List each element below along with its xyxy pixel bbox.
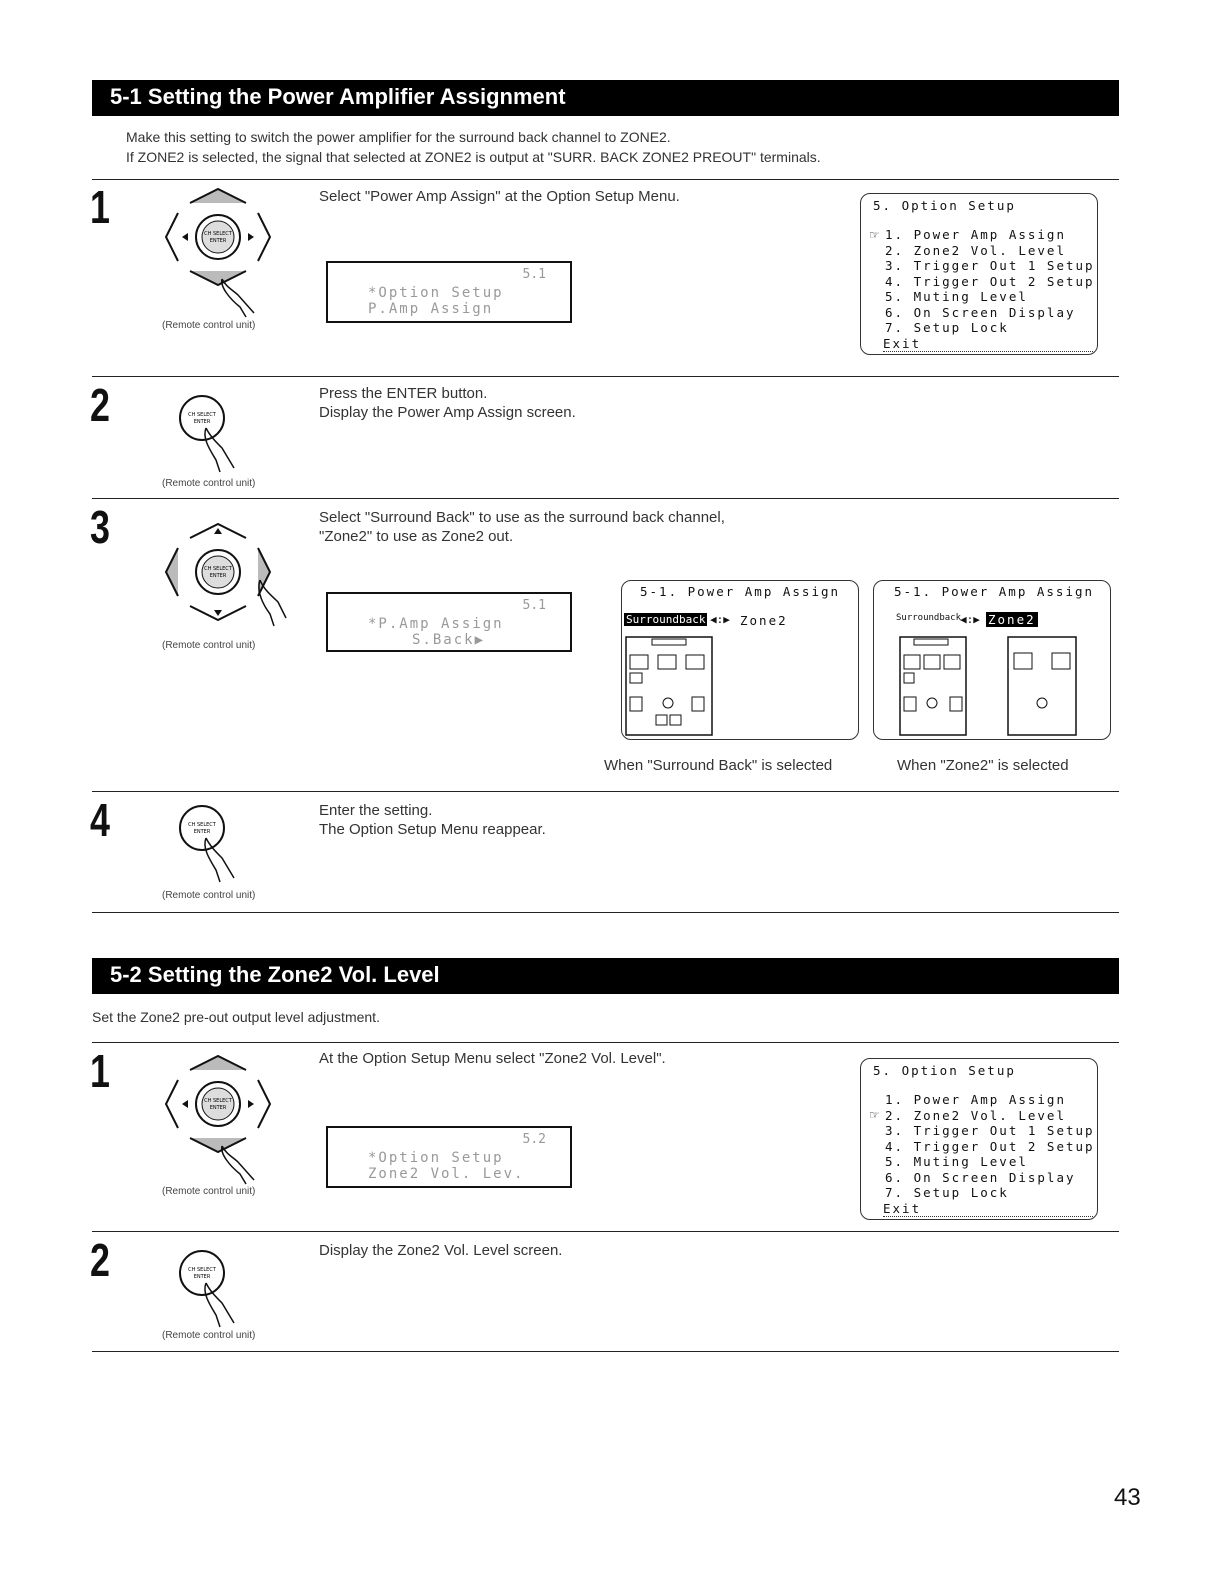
osd-item: 3. Trigger Out 1 Setup (885, 258, 1095, 273)
divider (92, 791, 1119, 792)
speaker-layout-icon (874, 633, 1084, 737)
osd-title: 5. Option Setup (873, 198, 1016, 213)
option-surroundback: Surroundback (896, 613, 962, 623)
step-number: 4 (90, 794, 110, 846)
enter-button-icon (172, 390, 262, 480)
remote-caption: (Remote control unit) (162, 640, 256, 651)
remote-caption: (Remote control unit) (162, 478, 256, 489)
section-header-bar (92, 80, 1119, 116)
step-instruction: "Zone2" to use as Zone2 out. (319, 528, 514, 545)
section-header-bar (92, 958, 1119, 994)
lcd-display (326, 261, 572, 323)
step-instruction: Select "Surround Back" to use as the surround back channel, (319, 509, 725, 526)
divider (92, 912, 1119, 913)
divider (92, 376, 1119, 377)
osd-exit: Exit (883, 336, 1093, 352)
ch-select-label: CH SELECT (188, 412, 216, 418)
section-title: 5-1 Setting the Power Amplifier Assignment (110, 84, 566, 109)
step-instruction: At the Option Setup Menu select "Zone2 Vol. Level". (319, 1050, 666, 1067)
divider (92, 1351, 1119, 1352)
remote-caption: (Remote control unit) (162, 1330, 256, 1341)
option-surroundback: Surroundback (626, 613, 706, 626)
ch-select-label: CH SELECT (188, 822, 216, 828)
osd-item: 1. Power Amp Assign (885, 1092, 1066, 1107)
remote-dpad-icon (160, 518, 290, 638)
pointer-hand-icon: ☞ (869, 1108, 880, 1122)
remote-dpad-icon (160, 183, 284, 323)
step-instruction: Select "Power Amp Assign" at the Option Setup Menu. (319, 188, 680, 205)
step-number: 1 (90, 181, 110, 233)
power-amp-assign-screen (621, 580, 859, 740)
lcd-line: *Option Setup (368, 285, 504, 301)
step-number: 1 (90, 1045, 110, 1097)
osd-title: 5-1. Power Amp Assign (894, 584, 1095, 599)
osd-item: 7. Setup Lock (885, 320, 1009, 335)
option-zone2: Zone2 (740, 613, 788, 628)
step-instruction: The Option Setup Menu reappear. (319, 821, 546, 838)
arrow-icons: ◀:▶ (710, 613, 730, 626)
remote-dpad-icon (160, 1050, 284, 1190)
enter-button-icon (172, 800, 262, 890)
intro-text: Set the Zone2 pre-out output level adjustment. (92, 1009, 380, 1025)
enter-label: ENTER (193, 1274, 211, 1280)
lcd-display (326, 592, 572, 652)
osd-menu (860, 1058, 1098, 1220)
ch-select-label: CH SELECT (204, 1098, 232, 1104)
osd-item: 5. Muting Level (885, 1154, 1028, 1169)
page-number: 43 (1114, 1484, 1141, 1511)
ch-select-label: CH SELECT (204, 231, 232, 237)
osd-item: 4. Trigger Out 2 Setup (885, 1139, 1095, 1154)
osd-item: 7. Setup Lock (885, 1185, 1009, 1200)
enter-label: ENTER (209, 1105, 227, 1111)
osd-item: 2. Zone2 Vol. Level (885, 243, 1066, 258)
arrow-icons: ◀:▶ (960, 613, 980, 626)
divider (92, 1231, 1119, 1232)
osd-exit: Exit (883, 1201, 1093, 1217)
osd-item: 6. On Screen Display (885, 305, 1076, 320)
enter-label: ENTER (209, 573, 227, 579)
screen-caption: When "Surround Back" is selected (604, 757, 833, 774)
step-number: 2 (90, 1234, 110, 1286)
lcd-code: 5.1 (522, 598, 546, 613)
osd-item: 2. Zone2 Vol. Level (885, 1108, 1066, 1123)
step-instruction: Display the Zone2 Vol. Level screen. (319, 1242, 563, 1259)
osd-item: 1. Power Amp Assign (885, 227, 1066, 242)
enter-label: ENTER (193, 419, 211, 425)
lcd-line: S.Back▶ (412, 632, 486, 648)
lcd-line: *P.Amp Assign (368, 616, 504, 632)
enter-label: ENTER (209, 238, 227, 244)
step-instruction: Press the ENTER button. (319, 385, 488, 402)
lcd-code: 5.1 (522, 267, 546, 282)
option-zone2: Zone2 (988, 612, 1036, 627)
section-title: 5-2 Setting the Zone2 Vol. Level (110, 962, 440, 987)
osd-menu (860, 193, 1098, 355)
step-instruction: Display the Power Amp Assign screen. (319, 404, 576, 421)
remote-caption: (Remote control unit) (162, 320, 256, 331)
pointer-hand-icon: ☞ (869, 228, 880, 242)
intro-text: Make this setting to switch the power amplifier for the surround back channel to ZONE2. (126, 129, 671, 145)
divider (92, 1042, 1119, 1043)
speaker-layout-icon (622, 633, 722, 737)
ch-select-label: CH SELECT (204, 566, 232, 572)
remote-caption: (Remote control unit) (162, 1186, 256, 1197)
lcd-code: 5.2 (522, 1132, 546, 1147)
step-instruction: Enter the setting. (319, 802, 433, 819)
divider (92, 179, 1119, 180)
lcd-line: P.Amp Assign (368, 301, 494, 317)
osd-title: 5. Option Setup (873, 1063, 1016, 1078)
osd-item: 6. On Screen Display (885, 1170, 1076, 1185)
enter-label: ENTER (193, 829, 211, 835)
ch-select-label: CH SELECT (188, 1267, 216, 1273)
step-number: 2 (90, 379, 110, 431)
intro-text: If ZONE2 is selected, the signal that selected at ZONE2 is output at "SURR. BACK ZONE2 PREOUT" terminals. (126, 149, 821, 165)
lcd-line: Zone2 Vol. Lev. (368, 1166, 525, 1182)
remote-caption: (Remote control unit) (162, 890, 256, 901)
screen-caption: When "Zone2" is selected (897, 757, 1069, 774)
enter-button-icon (172, 1245, 262, 1335)
osd-item: 3. Trigger Out 1 Setup (885, 1123, 1095, 1138)
osd-title: 5-1. Power Amp Assign (640, 584, 841, 599)
lcd-line: *Option Setup (368, 1150, 504, 1166)
power-amp-assign-screen (873, 580, 1111, 740)
divider (92, 498, 1119, 499)
step-number: 3 (90, 501, 110, 553)
osd-item: 4. Trigger Out 2 Setup (885, 274, 1095, 289)
osd-item: 5. Muting Level (885, 289, 1028, 304)
lcd-display (326, 1126, 572, 1188)
